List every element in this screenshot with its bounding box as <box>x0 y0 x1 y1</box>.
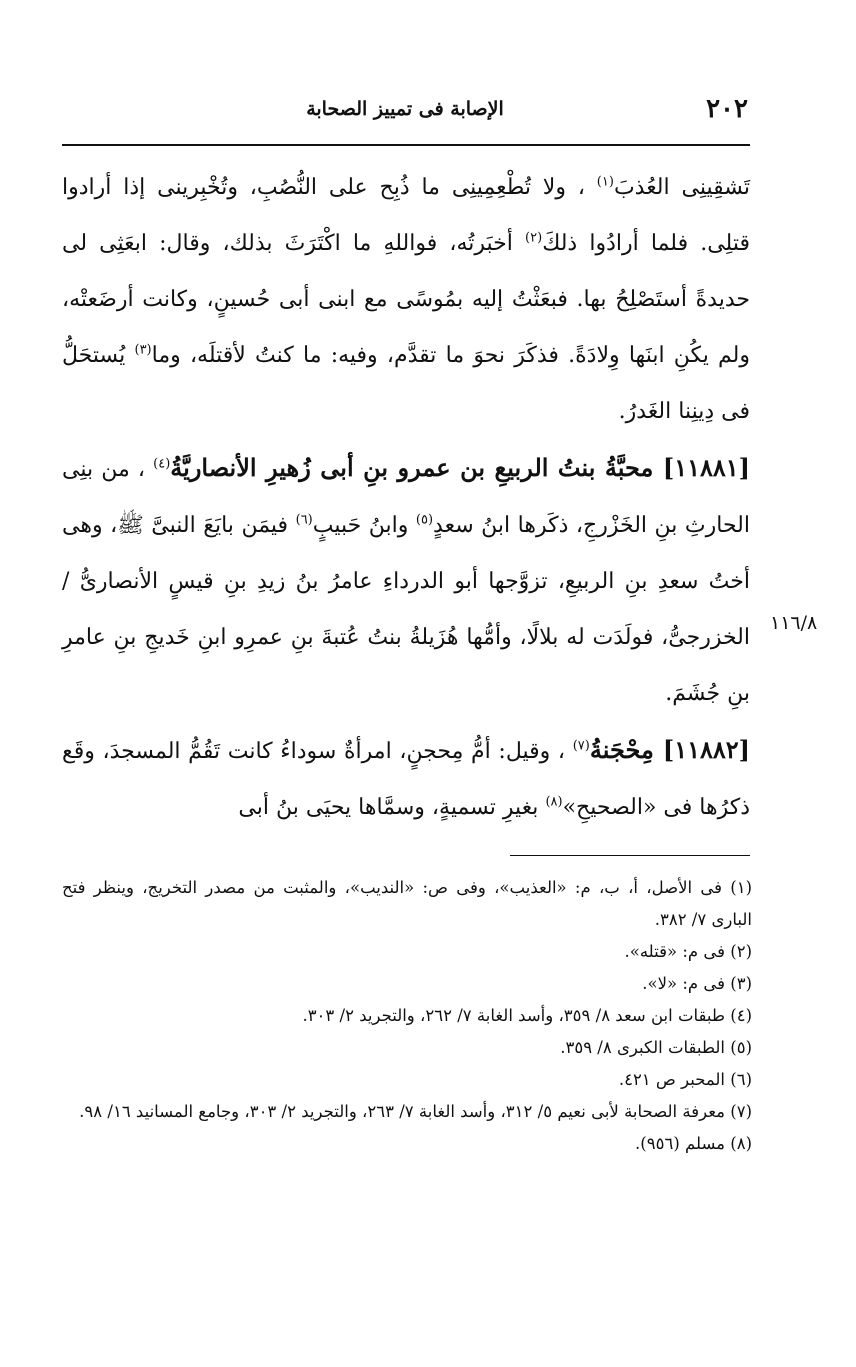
footnote: (٥) الطبقات الكبرى ٨/ ٣٥٩. <box>560 1038 752 1057</box>
footnote: (٣) فى م: «لا». <box>642 974 752 993</box>
footnote-ref-6: (٦) <box>295 512 313 528</box>
footnote-ref-2: (٢) <box>525 230 543 246</box>
footnote: (٤) طبقات ابن سعد ٨/ ٣٥٩، وأسد الغابة ٧/ ٢٦٢، والتجريد ٢/ ٣٠٣. <box>302 1006 752 1025</box>
text-segment: يُستحَلُّ فى دِينِنا الغَدرُ. <box>62 343 750 424</box>
page-header <box>62 88 748 138</box>
footnote: (٦) المحبر ص ٤٢١. <box>618 1070 752 1089</box>
footnotes <box>62 872 752 1160</box>
footnote: (١) فى الأصل، أ، ب، م: «العذيب»، وفى ص: «النديب»، والمثبت من مصدر التخريج، وينظر فتح البارى ٧/ ٣٨٢. <box>62 878 752 929</box>
text-segment: فيمَن بايَعَ النبىَّ ﷺ، وهى أختُ سعدِ بنِ الربيعِ، تزوَّجها أبو الدرداءِ عامرُ بنُ زيدِ بنِ قيسٍ الأنصارىُّ / الخزرجىُّ، فولَدَت له بلالًا، وأمُّها هُزَيلةُ بنتُ عُتبةَ بنِ عمرِو ابنِ خَديجِ بنِ عامرِ بنِ جُشَمَ. <box>62 513 750 706</box>
text-segment: ، وقيل: أمُّ مِحجنٍ، امرأةٌ سوداءُ كانت تَقُمُّ المسجدَ، وقَع ذكرُها فى «الصحيحِ» <box>62 739 750 820</box>
paragraph-1 <box>62 160 750 440</box>
margin-note: ١١٦/٨ <box>770 612 818 634</box>
footnote-ref-7: (٧) <box>572 738 590 754</box>
paragraph-3 <box>62 722 750 836</box>
footnote-ref-8: (٨) <box>545 794 563 810</box>
footnote: (٨) مسلم (٩٥٦). <box>635 1134 752 1153</box>
footnote-ref-3: (٣) <box>134 342 152 358</box>
running-title: الإصابة فى تمييز الصحابة <box>306 98 504 120</box>
text-segment: بغيرِ تسميةٍ، وسمَّاها يحيَى بنُ أبى <box>238 795 539 820</box>
text-segment: وابنُ حَبيبٍ <box>312 513 409 538</box>
page-number: ٢٠٢ <box>706 94 748 124</box>
footnote-ref-1: (١) <box>596 174 614 190</box>
entry-heading: [١١٨٨٢] مِحْجَنةُ <box>589 735 750 764</box>
text-segment: ، ولا تُطْعِمِينِى ما ذُبِح على النُّصُبِ، وتُخْبِرينى إذا أرادوا قتلِى. فلما أرادُوا ذلكَ <box>62 175 750 256</box>
footnote: (٢) فى م: «قتله». <box>624 942 752 961</box>
footnote-ref-4: (٤) <box>153 456 171 472</box>
footnote-rule <box>510 855 750 856</box>
main-text <box>62 160 750 836</box>
paragraph-2 <box>62 440 750 722</box>
footnote-ref-5: (٥) <box>415 512 434 528</box>
footnote: (٧) معرفة الصحابة لأبى نعيم ٥/ ٣١٢، وأسد الغابة ٧/ ٢٦٣، والتجريد ٢/ ٣٠٣، وجامع المسانيد ١٦/ ٩٨. <box>79 1102 752 1121</box>
entry-heading: [١١٨٨١] محبَّةُ بنتُ الربيعِ بن عمرو بنِ أبى زُهيرِ الأنصاريَّةُ <box>170 453 750 482</box>
text-segment: تَشقِينِى العُذبَ <box>613 175 750 200</box>
header-rule <box>62 144 750 146</box>
text-segment: ، من بنِى الحارثِ بنِ الخَزْرجِ، ذكَرها ابنُ سعدٍ <box>62 457 750 538</box>
text-segment: أخبَرتُه، فواللهِ ما اكْتَرَثَ بذلك، وقال: ابعَثِى لى حديدةً أستَصْلِحُ بها. فبعَثْتُ إليه بمُوسًى مع ابنى أبى حُسينٍ، وكانت أرضَعتْه، ولم يكُنِ ابنَها وِلادَةً. فذكَرَ نحوَ ما تقدَّم، وفيه: ما كنتُ لأقتلَه، وما <box>62 231 751 368</box>
